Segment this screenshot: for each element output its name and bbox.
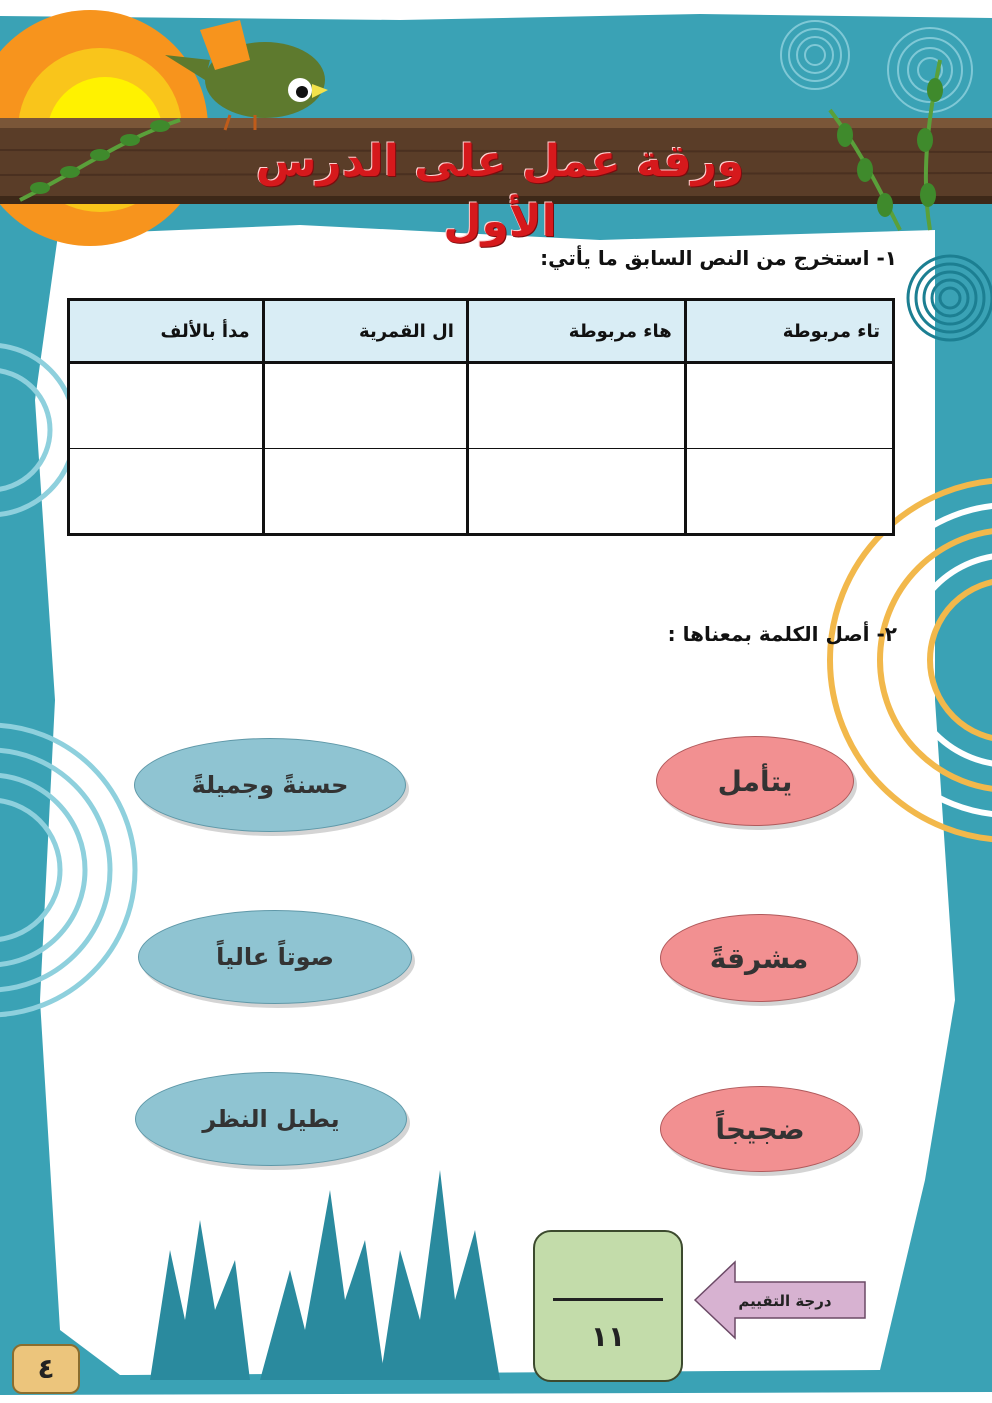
answer-cell[interactable]: [69, 363, 264, 449]
page-number: ٤: [12, 1344, 80, 1394]
meaning-oval-1[interactable]: حسنةً وجميلةً: [134, 738, 406, 832]
table-header-al-qamariya: ال القمرية: [263, 300, 467, 363]
page-title: ورقة عمل على الدرس الأول: [255, 136, 745, 247]
grade-box: [533, 1230, 683, 1382]
table-header-haa-marbuta: هاء مربوطة: [467, 300, 685, 363]
table-header-taa-marbuta: تاء مربوطة: [685, 300, 893, 363]
word-oval-2[interactable]: مشرقةً: [660, 914, 858, 1002]
answer-cell[interactable]: [685, 363, 893, 449]
extract-table: [67, 298, 895, 536]
answer-cell[interactable]: [69, 449, 264, 535]
word-oval-1[interactable]: يتأمل: [656, 736, 854, 826]
answer-cell[interactable]: [263, 449, 467, 535]
table-header-madd-alif: مدأ بالألف: [69, 300, 264, 363]
question-2: ٢- أصل الكلمة بمعناها :: [667, 622, 897, 646]
word-oval-3[interactable]: ضجيجاً: [660, 1086, 860, 1172]
grade-line: [553, 1298, 663, 1301]
grade-label: درجة التقييم: [738, 1292, 832, 1310]
meaning-oval-3[interactable]: يطيل النظر: [135, 1072, 407, 1166]
grade-value: ١١: [590, 1320, 626, 1353]
answer-cell[interactable]: [263, 363, 467, 449]
meaning-oval-2[interactable]: صوتاً عالياً: [138, 910, 412, 1004]
table-row: [69, 363, 894, 449]
answer-cell[interactable]: [467, 363, 685, 449]
answer-cell[interactable]: [685, 449, 893, 535]
grass-icon: [150, 1170, 500, 1380]
table-row: [69, 449, 894, 535]
answer-cell[interactable]: [467, 449, 685, 535]
question-1: ١- استخرج من النص السابق ما يأتي:: [540, 246, 897, 270]
